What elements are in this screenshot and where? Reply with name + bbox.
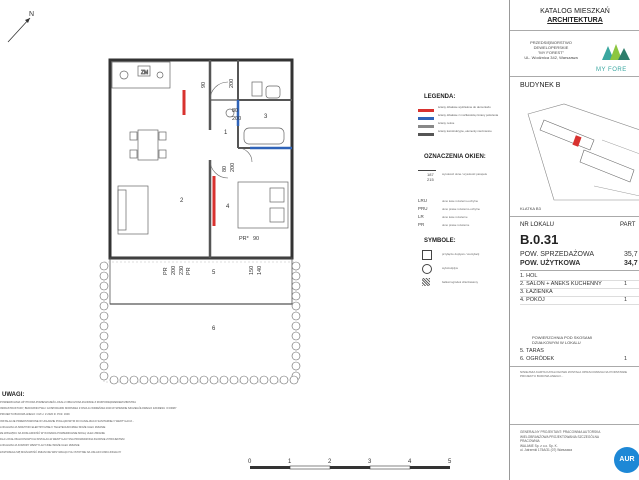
divider: [510, 424, 639, 425]
stair-label: KLATKA B3: [520, 206, 541, 211]
note-line: POWIERZCHNIA UŻYTKOWA POMIESZCZEŃ LOKALU OBLICZONA ZGODNIE Z ROZPORZĄDZENIEM MINISTRA: [0, 401, 136, 404]
window-code: PR: [418, 222, 425, 227]
scale-tick-1: 1: [288, 459, 292, 465]
divider: [520, 270, 639, 271]
legend-swatch-gray: [418, 125, 434, 128]
sale-area-row: [520, 251, 638, 258]
symbol-desc: przyłącze dopływu / wentylacji: [442, 252, 480, 256]
investor-line-2: DEWELOPERSKIE: [533, 45, 569, 50]
window-desc: okno prawe rozwierne: [442, 223, 470, 227]
room-value: 1: [624, 281, 628, 287]
terrace: [110, 258, 292, 304]
sub-title-2: DZIAŁKOWYM W LOKALU: [532, 340, 581, 345]
room-label: 3. ŁAZIENKA: [520, 289, 553, 295]
legend-swatch-blue: [418, 117, 434, 120]
north-arrow-icon: [8, 11, 34, 42]
window-desc: okno prawe rozwierno-uchylne: [442, 207, 480, 211]
designer-line-4: ul. Jutrzenki 175A/31 (07) Warszawa: [520, 448, 572, 452]
extra-row: [520, 356, 628, 362]
room-label: 2. SALON + ANEKS KUCHENNY: [520, 281, 602, 287]
garden-hedge: [100, 262, 300, 384]
legend-title: LEGENDA:: [424, 94, 456, 100]
unit-part-label: PART: [620, 222, 636, 228]
window-legend-box: [418, 164, 504, 194]
designer-block: [520, 430, 610, 453]
room-number-6: 6: [212, 326, 216, 332]
kitchen-counter: [112, 62, 170, 88]
room-number-3: 3: [264, 114, 268, 120]
dim-11: 230: [179, 265, 185, 275]
room-numbers: [180, 114, 268, 332]
legend-item: [418, 130, 504, 139]
usable-area-row: [520, 260, 638, 267]
sofa: [118, 186, 148, 234]
usable-area-value: 34,7: [624, 260, 638, 267]
window-desc: wysokość okna / wysokość parapetu: [442, 172, 488, 176]
dim-1: 90: [201, 81, 207, 88]
symbol-desc: wylot/odpływ: [442, 266, 458, 270]
myforest-logo: [596, 42, 636, 73]
legend-item-label: ściany konstrukcyjne, elementy niezmienne: [438, 129, 492, 133]
note-line: ZE WZGLĘDU NA DOKŁADNOŚĆ WYKONANIA POWIERZCHNIE MOGĄ ULEC ZMIANIE: [0, 432, 105, 436]
room-row: [520, 273, 537, 279]
investor-line-1: PRZEDSIĘBIORSTWO: [530, 40, 572, 45]
window-code: PRU: [418, 206, 428, 211]
window-symbol-icon: [418, 170, 436, 171]
room-label: 4. POKÓJ: [520, 297, 545, 303]
sale-area-value: 35,7: [624, 251, 638, 258]
investor-block: [516, 40, 586, 60]
symbols-title: SYMBOLE:: [424, 238, 456, 244]
dim-7: PR*: [239, 236, 249, 242]
extra-label: 5. TARAS: [520, 348, 544, 354]
dim-14: 140: [257, 265, 263, 275]
note-line: INSTALACJE PRZEDSTAWIONE W UKŁADZIE POGLĄDOWYM DO KANALIZACJI SANITARNEJ I WENTYLACJI...: [0, 419, 135, 423]
dim-13: 150: [249, 265, 255, 275]
window-code: LR: [418, 214, 424, 219]
extra-value: 1: [624, 356, 628, 362]
note-line: ZASTRZEGA SIĘ MOŻLIWOŚĆ ZMIAN NIE WPŁYWAJĄCYCH ISTOTNIE NA UKŁAD FUNKCJONALNY: [0, 450, 122, 454]
room-row: [520, 289, 553, 295]
legend-swatch-red: [418, 109, 434, 112]
investor-line-3: "MY FOREST": [537, 50, 565, 55]
divider: [510, 30, 639, 31]
svg-text:ZM: ZM: [141, 70, 149, 76]
legend-item-label: ściany działowe wydzielone do demontażu: [438, 105, 491, 109]
usable-area-label: POW. UŻYTKOWA: [520, 260, 581, 267]
tree-logo-icon: [596, 42, 636, 62]
legend-item-label: ściany działowe z możliwością zmiany położenia: [438, 113, 499, 117]
notes-title: UWAGI:: [2, 392, 25, 398]
site-plan: [524, 100, 639, 204]
extra-row: [520, 348, 544, 354]
room-row: [520, 297, 628, 303]
dim-2: 200: [229, 78, 235, 88]
building-label: BUDYNEK B: [520, 82, 561, 89]
unit-number: B.0.31: [520, 232, 559, 247]
dim-5: 80: [222, 165, 228, 172]
symbol-desc: balkon/ogródek dzierżawiony: [442, 280, 479, 284]
svg-text:N: N: [29, 11, 35, 18]
window-code: LRU: [418, 198, 428, 203]
investor-address: UL. Wodźnica 342, Warszawa: [524, 55, 578, 60]
scale-tick-4: 4: [408, 459, 412, 465]
designer-line-3: WALAME Sp. z o.o. Sp. K.: [520, 443, 558, 448]
room-number-2: 2: [180, 198, 184, 204]
room-label: 1. HOL: [520, 273, 538, 279]
sale-area-label: POW. SPRZEDAŻOWA: [520, 251, 595, 258]
scale-tick-3: 3: [368, 459, 372, 465]
sub-title-1: POWIERZCHNIA POD SKOSAMI: [532, 335, 593, 340]
catalog-subtitle: ARCHITEKTURA: [547, 17, 603, 24]
info-panel: [509, 0, 639, 480]
garden-symbol-icon: [422, 278, 430, 286]
room-value: 1: [624, 297, 628, 303]
divider: [510, 216, 639, 217]
note-line: PROJEKTU BUDOWLANEGO / DZ.U. Z 2020 R. POZ. 1609: [0, 413, 70, 417]
unit-nr-label: NR LOKALU: [520, 222, 555, 228]
dim-8: 90: [253, 236, 260, 242]
room-number-4: 4: [226, 204, 230, 210]
catalog-title: KATALOG MIESZKAŃ: [540, 8, 610, 15]
bed: [238, 182, 288, 228]
room-row: [520, 281, 628, 287]
window-desc: okno lewe rozwierne: [442, 215, 468, 219]
note-line: INFRASTRUKTURY, BUDOWNICTWA I GOSPODARKI MORSKIEJ Z DNIA 11 WRZEŚNIA 2020 W SPRAWIE SZCZEGÓŁOWEGO ZAKRESU I FORMY: [0, 407, 177, 411]
dim-6: 200: [230, 162, 236, 172]
site-plan-map: [524, 100, 639, 204]
note-line: LOKALIZACJA SKRZYNKI ELEKTRYCZNEJ I TELETECHNICZNEJ MOŻE ULEC ZMIANIE: [0, 425, 106, 429]
note-line: DLA LOKALI BALKONOWYCH INSTALACJA WENTYLACYJNA PROWADZONA ZGODNIE Z PROJEKTEM: [0, 438, 125, 442]
room-number-1: 1: [224, 130, 228, 136]
scale-tick-5: 5: [448, 459, 452, 465]
divider: [520, 304, 639, 305]
scale-bar: [248, 459, 452, 469]
notes: [0, 392, 250, 454]
dim-10: 200: [171, 265, 177, 275]
dim-12: PR: [186, 267, 192, 275]
logo-text: MY FORE: [596, 67, 627, 73]
divider: [510, 76, 639, 77]
vent-symbol-icon: [422, 250, 432, 260]
window-desc: okno lewe rozwierno-uchylne: [442, 199, 479, 203]
dining-table: [130, 130, 166, 160]
designer-line-2: WIELOBRANŻOWA PROJEKTOWANIA SZCZEGÓLNA PRACOWNIA: [520, 434, 599, 443]
dim-3: 80: [232, 108, 239, 114]
windows-title: OZNACZENIA OKIEN:: [424, 154, 486, 160]
window-code: 187 215: [427, 172, 434, 182]
designer-logo: AUR: [614, 447, 639, 473]
legend-item-label: ściany nośne: [438, 121, 455, 125]
legend-swatch-dark: [418, 133, 434, 136]
dim-4: 200: [232, 116, 242, 122]
scale-tick-0: 0: [248, 459, 252, 465]
note-line: LOKALIZACJA KOMORY WENTYLACYJNEJ MOŻE ULEC ZMIANIE: [0, 444, 80, 448]
designer-line-1: GENERALNY PROJEKTANT: PRACOWNIA AUTORSKA: [520, 430, 601, 434]
divider: [510, 366, 639, 367]
extra-label: 6. OGRÓDEK: [520, 356, 555, 362]
scale-tick-2: 2: [328, 459, 332, 465]
room-number-5: 5: [212, 270, 216, 276]
dim-9: PR: [163, 267, 169, 275]
outlet-symbol-icon: [422, 264, 432, 274]
disclaimer: NINIEJSZA KARTA KATALOGOWA ZOSTAŁA OPRACOWANA NA PODSTAWIE PROJEKTU BUDOWLANEGO...: [520, 370, 628, 378]
